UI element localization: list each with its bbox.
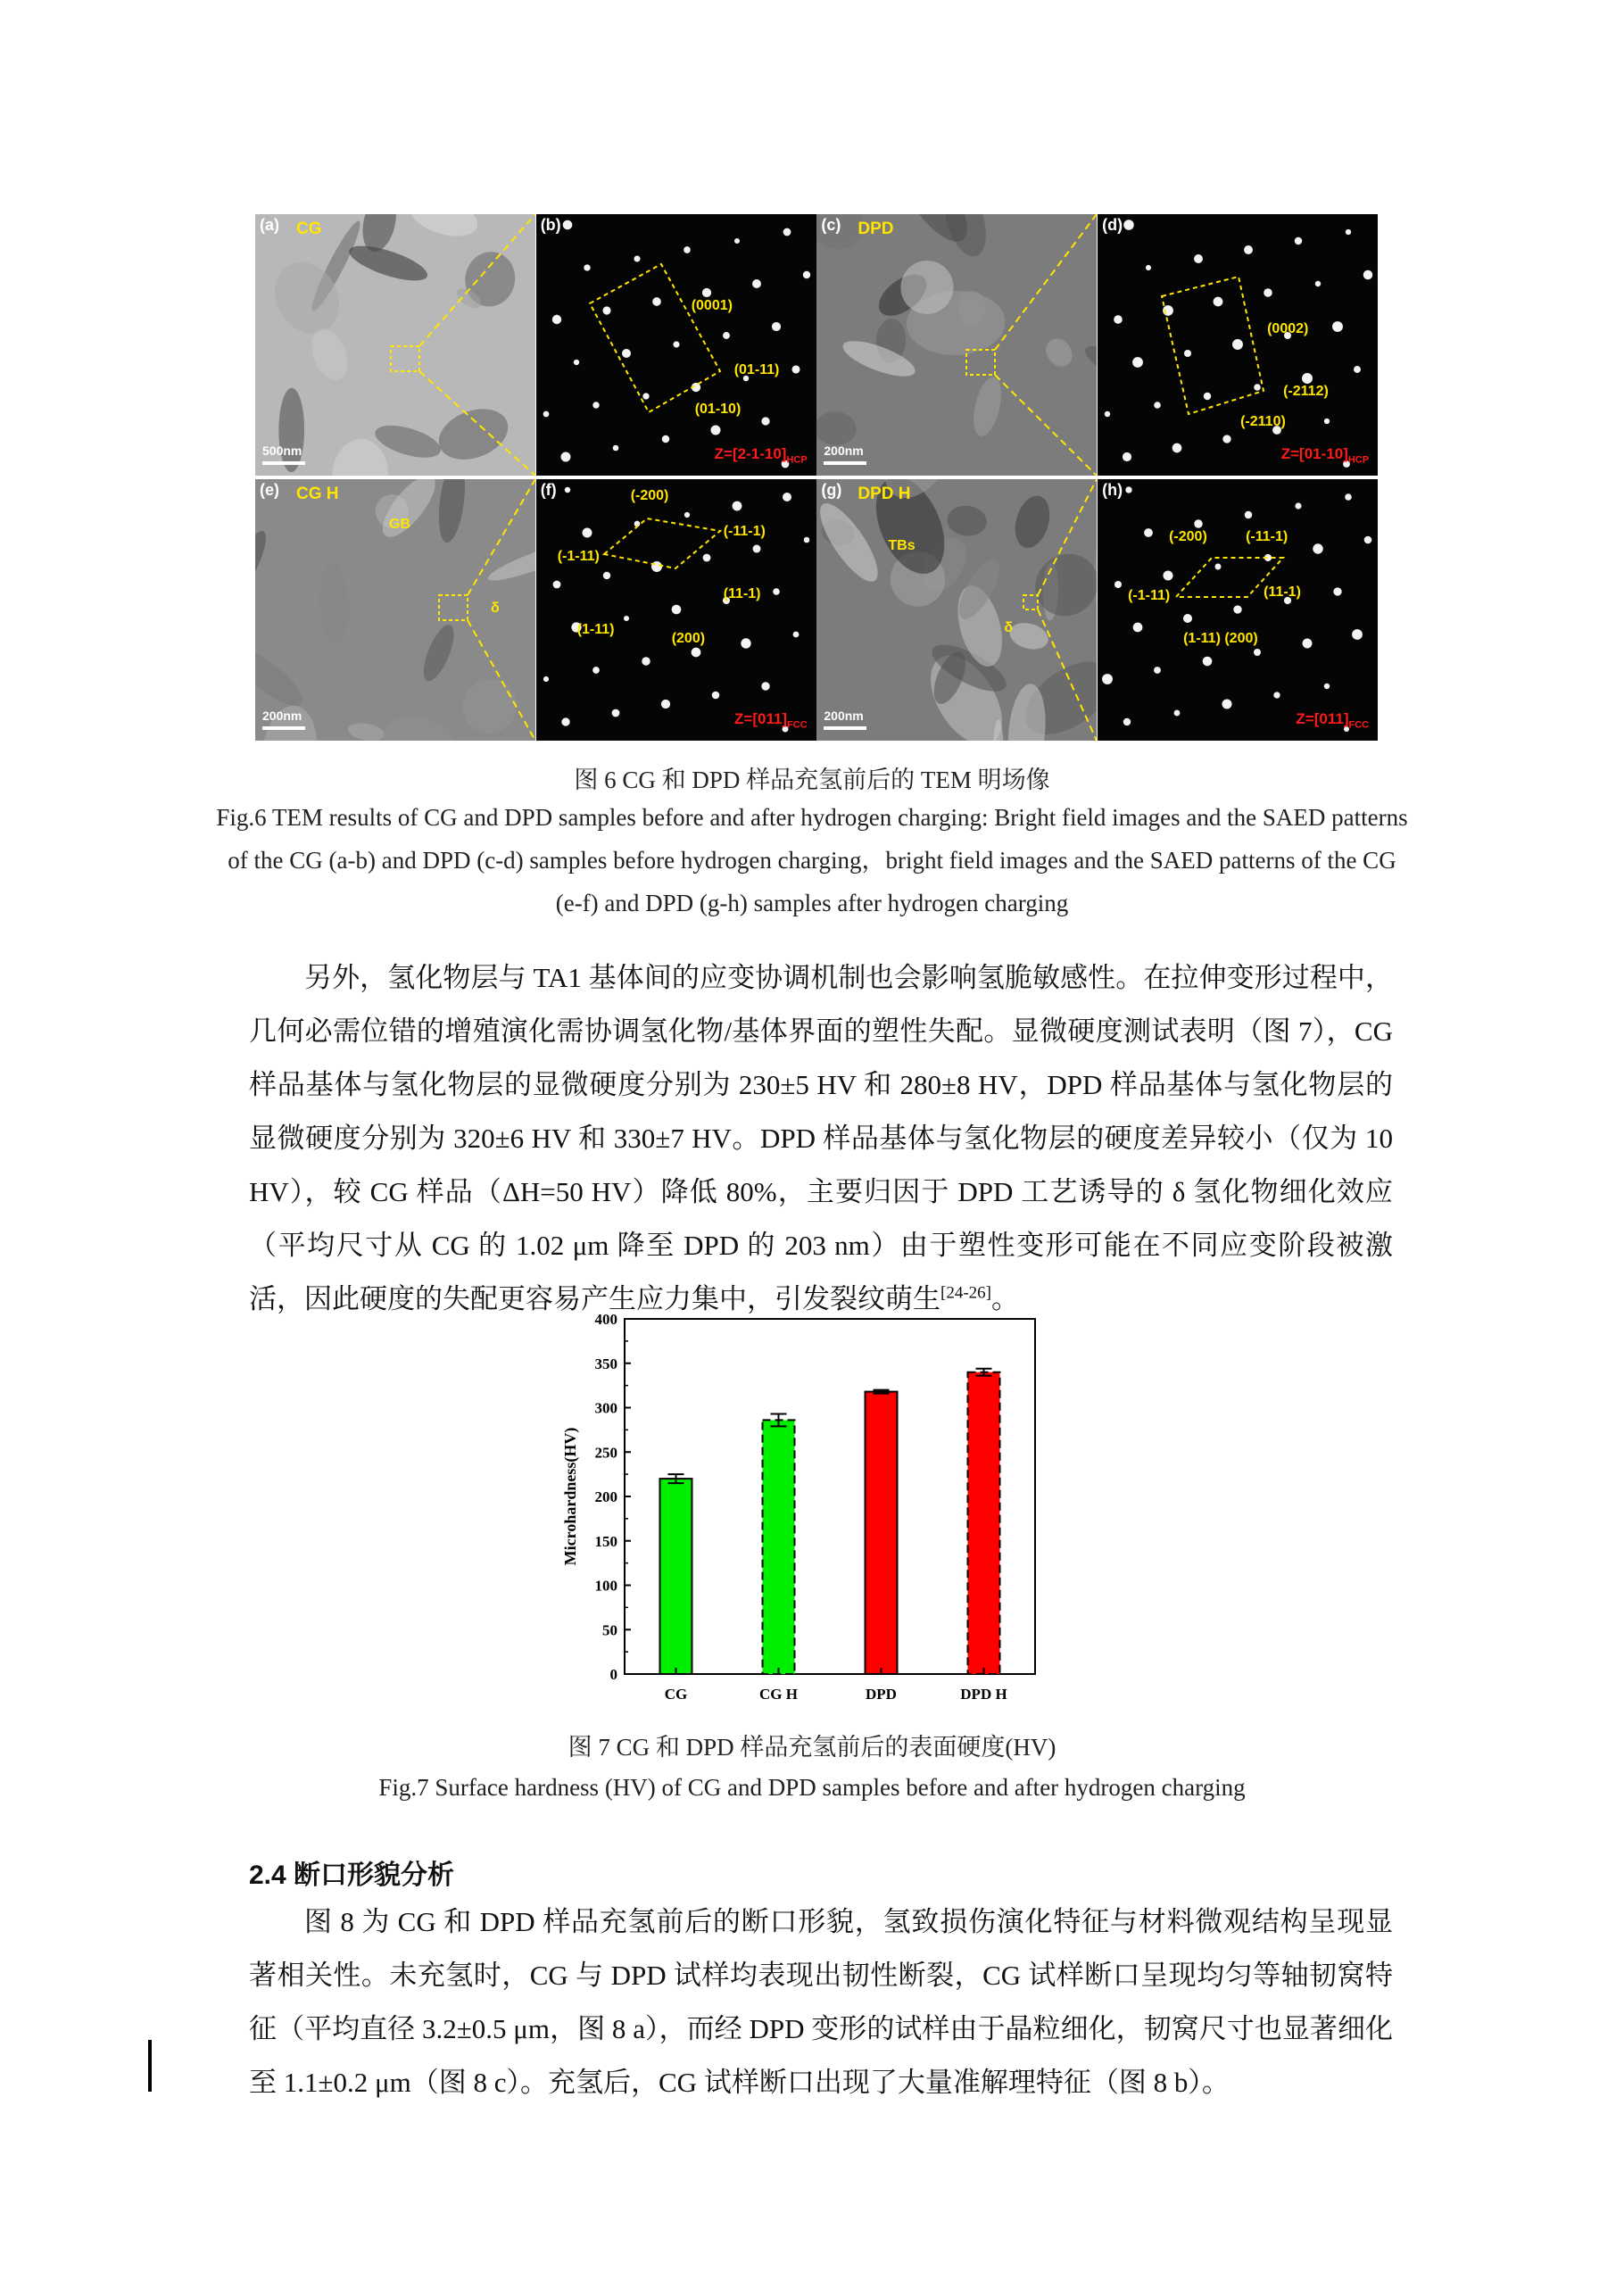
diffraction-index-label: δ [1004, 620, 1014, 635]
x-tick-label: CG H [759, 1686, 798, 1703]
bar-dpd [866, 1392, 898, 1674]
diffraction-index-label: (-1-11) [1128, 588, 1171, 603]
hardness-bar-chart [558, 1305, 1066, 1716]
y-tick-label: 350 [594, 1355, 617, 1372]
bright-field-image [255, 214, 535, 476]
diffraction-index-label: (0002) [1267, 321, 1309, 336]
diffraction-index-label: GB [389, 517, 410, 532]
diffraction-index-label: (-200) [1169, 529, 1207, 544]
diffraction-index-label: (-200) [630, 488, 669, 503]
paragraph-2-text: 图 8 为 CG 和 DPD 样品充氢前后的断口形貌，氢致损伤演化特征与材料微观结构呈现显著相关性。未充氢时，CG 与 DPD 试样均表现出韧性断裂，CG 试样断口呈现均匀等轴韧窝特征（平均直径 3.2±0.5 μm，图 8 a），而经 DPD 变形的试样由于晶粒细化，韧窝尺寸也显著细化至 1.1±0.2 μm（图 8 c）。充氢后，CG 试样断口出现了大量准解理特征（图 8 b）。 [249, 1906, 1393, 2098]
scale-bar [824, 461, 866, 465]
panel-label: (d) [1102, 216, 1123, 234]
diffraction-index-label: (-11-1) [723, 524, 766, 539]
diffraction-index-label: (0001) [691, 298, 733, 313]
saed-pattern [1098, 479, 1378, 741]
tem-panel-a [255, 214, 535, 476]
panel-label: (b) [540, 216, 561, 234]
diffraction-index-label: (11-1) [1264, 584, 1301, 600]
bar-dpd-h [968, 1372, 1000, 1674]
diffraction-index-label: (11-1) [723, 586, 761, 601]
figure-7-caption-en: Fig.7 Surface hardness (HV) of CG and DPD samples before and after hydrogen charging [378, 1774, 1246, 1801]
diffraction-index-label: (1-11) (200) [1183, 631, 1258, 646]
revision-margin-bar [148, 2040, 152, 2092]
y-tick-label: 100 [594, 1577, 617, 1595]
tem-panel-d [1098, 214, 1378, 476]
y-tick-label: 200 [594, 1488, 617, 1505]
y-tick-label: 250 [594, 1444, 617, 1462]
zone-axis-label: $Z=[011]_{FCC}$ [1296, 709, 1370, 730]
diffraction-index-label: (-2112) [1283, 384, 1329, 399]
y-tick-label: 50 [602, 1621, 617, 1639]
paragraph-1-text: 另外，氢化物层与 TA1 基体间的应变协调机制也会影响氢脆敏感性。在拉伸变形过程中，几何必需位错的增殖演化需协调氢化物/基体界面的塑性失配。显微硬度测试表明（图 7），CG 样品基体与氢化物层的显微硬度分别为 230±5 HV 和 280±8 HV，DPD 样品基体与氢化物层的显微硬度分别为 320±6 HV 和 330±7 HV。DPD 样品基体与氢化物层的硬度差异较小（仅为 10 HV），较 CG 样品（ΔH=50 HV）降低 80%，主要归因于 DPD 工艺诱导的 δ 氢化物细化效应（平均尺寸从 CG 的 1.02 μm 降至 DPD 的 203 nm）由于塑性变形可能在不同应变阶段被激活，因此硬度的失配更容易产生应力集中，引发裂纹萌生 [249, 962, 1393, 1314]
panel-label: (h) [1102, 481, 1123, 499]
paragraph-1 [249, 951, 1393, 1326]
x-tick-label: DPD H [960, 1686, 1007, 1703]
panel-title: DPD H [858, 485, 911, 503]
scale-bar [262, 461, 305, 465]
y-tick-label: 400 [594, 1311, 617, 1328]
saed-pattern [536, 214, 816, 476]
panel-title: CG H [296, 485, 339, 503]
panel-label: (f) [540, 481, 557, 499]
x-tick-label: DPD [866, 1686, 897, 1703]
y-tick-label: 0 [609, 1666, 617, 1683]
saed-pattern [1098, 214, 1378, 476]
zone-axis-label: $Z=[2-1-10]_{HCP}$ [714, 444, 808, 465]
y-axis-label: Microhardness(HV) [561, 1427, 579, 1566]
hardness-chart-svg [558, 1305, 1066, 1716]
zone-axis-label: $Z=[011]_{FCC}$ [734, 709, 808, 730]
figure-7-caption-cn: 图 7 CG 和 DPD 样品充氢前后的表面硬度(HV) [568, 1734, 1056, 1761]
figure-6-caption-en: Fig.6 TEM results of CG and DPD samples before and after hydrogen charging: Bright field images and the SAED patterns of the CG (a-b) and DPD (c-d) samples before hydrogen charging，bright field images and the SAED patterns of the CG (e-f) and DPD (g-h) samples after hydrogen charging [216, 804, 1408, 916]
y-tick-label: 150 [594, 1532, 617, 1550]
bar-cg-h [763, 1420, 795, 1674]
bright-field-image [816, 479, 1097, 741]
paragraph-2 [249, 1895, 1393, 2110]
diffraction-index-label: δ [491, 601, 500, 616]
paragraph-1-end: 。 [990, 1283, 1019, 1314]
scale-bar-label: 500nm [262, 443, 302, 458]
diffraction-index-label: (01-11) [733, 362, 780, 377]
tem-panel-g [816, 479, 1097, 741]
panel-title: DPD [858, 220, 894, 238]
scale-bar-label: 200nm [824, 443, 864, 458]
scale-bar-label: 200nm [262, 709, 302, 723]
diffraction-index-label: TBs [888, 538, 916, 553]
tem-figure-6 [255, 214, 1378, 741]
scale-bar [262, 726, 305, 730]
panel-label: (c) [821, 216, 841, 234]
x-tick-label: CG [664, 1686, 688, 1703]
panel-title: CG [296, 220, 322, 238]
diffraction-index-label: (01-10) [694, 402, 742, 417]
citation-24-26[interactable]: [24-26] [940, 1283, 991, 1303]
y-tick-label: 300 [594, 1399, 617, 1417]
tem-panel-h [1098, 479, 1378, 741]
saed-pattern [536, 479, 816, 741]
diffraction-index-label: (-2110) [1240, 414, 1286, 429]
bar-cg [660, 1479, 692, 1674]
panel-label: (a) [260, 216, 279, 234]
tem-panel-c [816, 214, 1097, 476]
tem-panel-f [536, 479, 816, 741]
diffraction-index-label: (200) [671, 631, 706, 646]
scale-bar-label: 200nm [824, 709, 864, 723]
bright-field-image [816, 214, 1097, 476]
diffraction-index-label: (-11-1) [1246, 529, 1288, 544]
panel-label: (e) [260, 481, 279, 499]
tem-panel-e [255, 479, 535, 741]
scale-bar [824, 726, 866, 730]
diffraction-index-label: (-1-11) [557, 549, 600, 564]
section-title: 2.4 断口形貌分析 [249, 1861, 455, 1890]
figure-6-caption-cn: 图 6 CG 和 DPD 样品充氢前后的 TEM 明场像 [574, 767, 1050, 793]
panel-label: (g) [821, 481, 842, 499]
diffraction-index-label: (1-11) [576, 622, 615, 637]
tem-panel-b [536, 214, 816, 476]
zone-axis-label: $Z=[01-10]_{HCP}$ [1280, 444, 1370, 465]
